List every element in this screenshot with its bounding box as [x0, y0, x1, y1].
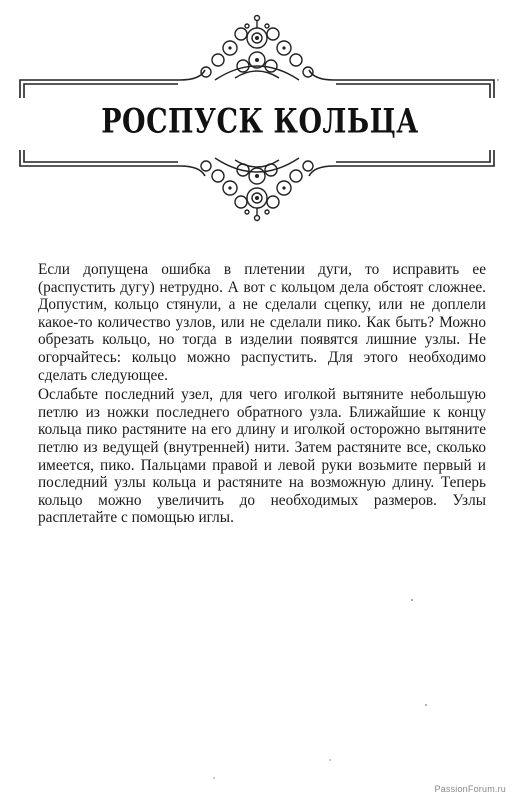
- page-title: РОСПУСК КОЛЬЦА: [101, 101, 419, 141]
- paragraph-1: Если допущена ошибка в плетении дуги, то исправить ее (распустить дугу) нетрудно. А вот с кольцом дела обстоят сложнее. Допустим, кольцо стянули, а не сделали сцепку, или не доплели какое-то количество узлов, или не сделали пико. Как быть? Можно обрезать кольцо, но тогда в изделии появятся лишние узлы. Не огорчайтесь: кольцо можно распустить. Для этого необходимо сделать следующее.: [38, 261, 486, 384]
- paragraph-2: Ослабьте последний узел, для чего иголкой вытяните небольшую петлю из ножки последнего обратного узла. Ближайшие к концу кольца пико растяните на его длину и иголкой осторожно вытяните петлю из ведущей (внутренней) нити. Затем растяните все, сколько имеется, пико. Пальцами правой и левой руки возьмите первый и последний узлы кольца и растяните на возможную длину. Теперь кольцо можно увеличить до необходимых размеров. Узлы расплетайте с помощью иглы.: [38, 386, 486, 527]
- body-text: [38, 261, 486, 529]
- watermark: PassionForum.ru: [434, 784, 506, 794]
